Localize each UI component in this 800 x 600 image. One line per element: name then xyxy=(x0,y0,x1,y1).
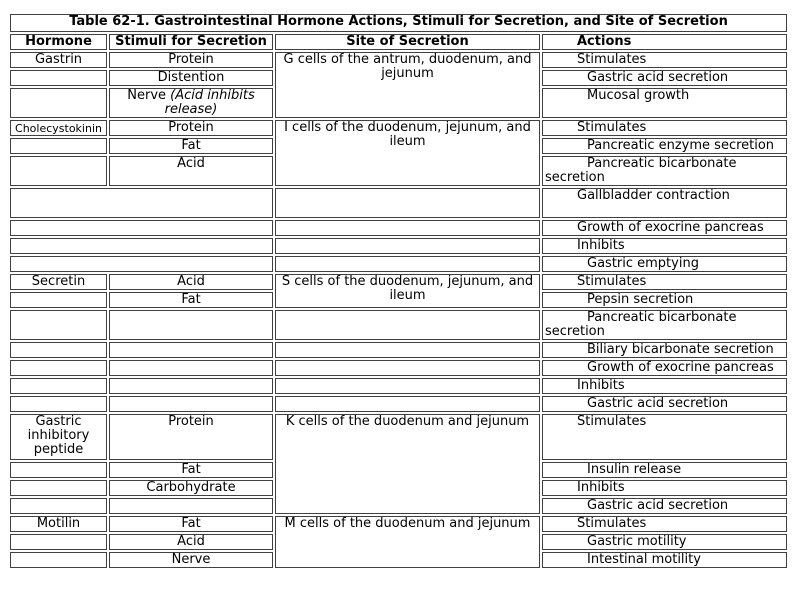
empty-cell xyxy=(275,396,540,412)
empty-cell xyxy=(109,310,273,340)
empty-cell xyxy=(10,220,273,236)
empty-cell xyxy=(10,156,107,186)
action-cell: Stimulates xyxy=(542,120,787,136)
empty-cell xyxy=(10,70,107,86)
stimulus-cell xyxy=(109,88,273,118)
empty-cell xyxy=(275,256,540,272)
action-cell: Gastric acid secretion xyxy=(542,498,787,514)
empty-cell xyxy=(275,220,540,236)
action-cell: Stimulates xyxy=(542,52,787,68)
stimulus-cell: Fat xyxy=(109,138,273,154)
empty-cell xyxy=(10,480,107,496)
empty-cell xyxy=(10,310,107,340)
action-cell: Growth of exocrine pancreas xyxy=(542,360,787,376)
hormone-cell: Gastrin xyxy=(10,52,107,68)
stimulus-note: (Acid inhibits release) xyxy=(164,88,255,117)
action-cell: Growth of exocrine pancreas xyxy=(542,220,787,236)
empty-cell xyxy=(10,256,273,272)
site-cell: S cells of the duodenum, jejunum, and ileum xyxy=(275,274,540,308)
empty-cell xyxy=(10,396,107,412)
stimulus-cell: Acid xyxy=(109,156,273,186)
empty-cell xyxy=(275,378,540,394)
action-cell: Pancreatic enzyme secretion xyxy=(542,138,787,154)
empty-cell xyxy=(10,292,107,308)
empty-cell xyxy=(10,552,107,568)
site-cell: I cells of the duodenum, jejunum, and ileum xyxy=(275,120,540,186)
empty-cell xyxy=(109,360,273,376)
empty-cell xyxy=(10,462,107,478)
column-header-hormone: Hormone xyxy=(10,34,107,50)
stimulus-cell: Protein xyxy=(109,120,273,136)
site-cell: M cells of the duodenum and jejunum xyxy=(275,516,540,568)
empty-cell xyxy=(275,342,540,358)
stimulus-cell: Protein xyxy=(109,52,273,68)
hormone-cell: Gastric inhibitory peptide xyxy=(10,414,107,460)
action-cell: Mucosal growth xyxy=(542,88,787,118)
empty-cell xyxy=(275,188,540,218)
empty-cell xyxy=(10,378,107,394)
empty-cell xyxy=(109,396,273,412)
action-cell: Gastric motility xyxy=(542,534,787,550)
empty-cell xyxy=(10,138,107,154)
empty-cell xyxy=(275,238,540,254)
empty-cell xyxy=(10,238,273,254)
empty-cell xyxy=(10,498,107,514)
empty-cell xyxy=(109,498,273,514)
action-cell: Stimulates xyxy=(542,274,787,290)
empty-cell xyxy=(109,342,273,358)
site-cell: K cells of the duodenum and jejunum xyxy=(275,414,540,514)
table-title: Table 62-1. Gastrointestinal Hormone Actions, Stimuli for Secretion, and Site of Secretion xyxy=(10,14,787,32)
empty-cell xyxy=(10,534,107,550)
hormone-cell: Cholecystokinin xyxy=(10,120,107,136)
empty-cell xyxy=(275,310,540,340)
stimulus-cell: Acid xyxy=(109,274,273,290)
action-cell: Inhibits xyxy=(542,238,787,254)
action-cell: Gastric acid secretion xyxy=(542,396,787,412)
empty-cell xyxy=(10,360,107,376)
action-cell: Inhibits xyxy=(542,378,787,394)
action-cell: Pancreatic bicarbonate secretion xyxy=(542,156,787,186)
empty-cell xyxy=(10,342,107,358)
column-header-stimuli: Stimuli for Secretion xyxy=(109,34,273,50)
action-cell: Stimulates xyxy=(542,516,787,532)
hormone-cell: Motilin xyxy=(10,516,107,532)
site-cell: G cells of the antrum, duodenum, and jejunum xyxy=(275,52,540,118)
action-cell: Inhibits xyxy=(542,480,787,496)
action-cell: Stimulates xyxy=(542,414,787,460)
action-cell: Gastric emptying xyxy=(542,256,787,272)
action-cell: Intestinal motility xyxy=(542,552,787,568)
stimulus-cell: Protein xyxy=(109,414,273,460)
stimulus-cell: Fat xyxy=(109,516,273,532)
hormone-cell: Secretin xyxy=(10,274,107,290)
stimulus-cell: Carbohydrate xyxy=(109,480,273,496)
action-cell: Biliary bicarbonate secretion xyxy=(542,342,787,358)
action-cell: Gallbladder contraction xyxy=(542,188,787,218)
empty-cell xyxy=(275,360,540,376)
action-cell: Insulin release xyxy=(542,462,787,478)
stimulus-cell: Fat xyxy=(109,462,273,478)
empty-cell xyxy=(109,378,273,394)
empty-cell xyxy=(10,188,273,218)
action-cell: Pepsin secretion xyxy=(542,292,787,308)
column-header-actions: Actions xyxy=(542,34,787,50)
action-cell: Gastric acid secretion xyxy=(542,70,787,86)
empty-cell xyxy=(10,88,107,118)
hormone-table xyxy=(8,12,789,570)
column-header-site: Site of Secretion xyxy=(275,34,540,50)
stimulus-cell: Nerve xyxy=(109,552,273,568)
stimulus-cell: Distention xyxy=(109,70,273,86)
stimulus-cell: Acid xyxy=(109,534,273,550)
stimulus-cell: Fat xyxy=(109,292,273,308)
action-cell: Pancreatic bicarbonate secretion xyxy=(542,310,787,340)
stimulus-text: Nerve xyxy=(127,88,167,103)
